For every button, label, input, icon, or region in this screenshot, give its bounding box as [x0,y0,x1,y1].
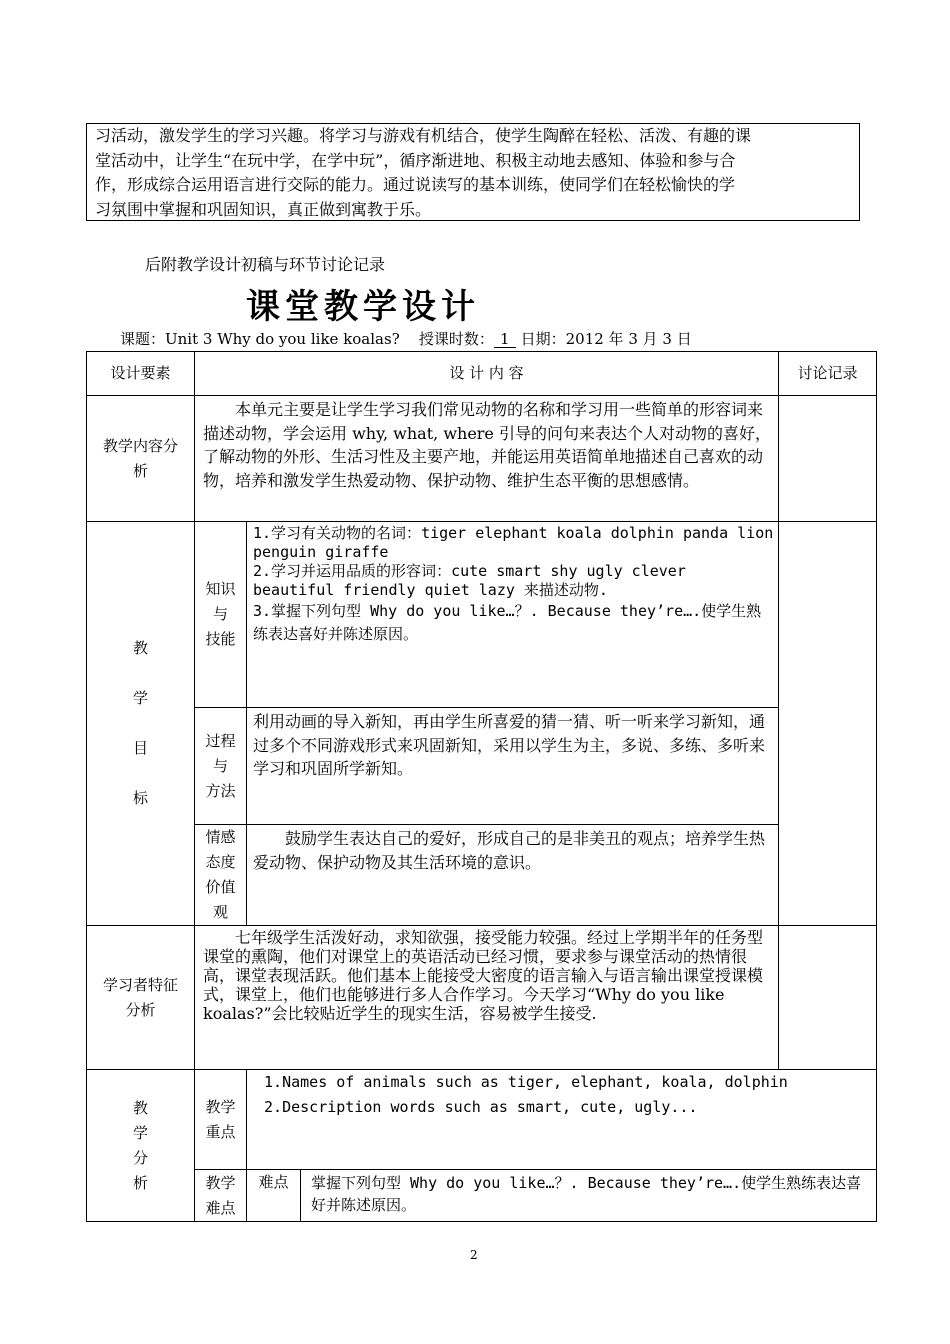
key-point-item: 1.Names of animals such as tiger, elephant, koala, dolphin [264,1073,788,1091]
header-content: 设 计 内 容 [195,352,779,396]
page-number: 2 [470,1248,478,1262]
difficult-points-content: 掌握下列句型 Why do you like…？. Because they’re….使学生熟练表达喜好并陈述原因。 [301,1170,877,1222]
notes-cell [779,522,877,926]
lesson-date: 日期：2012 年 3 月 3 日 [520,330,692,348]
appendix-note: 后附教学设计初稿与环节讨论记录 [145,255,386,274]
content-analysis-text: 本单元主要是让学生学习我们常见动物的名称和学习用一些简单的形容词来描述动物，学会运用 why, what, where 引导的问句来表达个人对动物的喜好，了解动物的外形、生活习性及主要产地，并能运用英语简单地描述自己喜欢的动物，培养和激发学生热爱动物、保护动物、维护生态平衡的思想感情。 [195,396,779,522]
learner-analysis-text: 七年级学生活泼好动，求知欲强，接受能力较强。经过上学期半年的任务型课堂的熏陶，他们对课堂上的英语活动已经习惯，要求参与课堂活动的热情很高，课堂表现活跃。他们基本上能接受大密度的语言输入与语言输出课堂授课模式，课堂上，他们也能够进行多人合作学习。今天学习“Why do you like koalas?”会比较贴近学生的现实生活，容易被学生接受. [195,926,779,1070]
knowledge-label: 知识 与 技能 [195,522,247,708]
process-label: 过程 与 方法 [195,708,247,825]
emotion-content: 鼓励学生表达自己的爱好，形成自己的是非美丑的观点；培养学生热爱动物、保护动物及其生活环境的意识。 [247,825,779,926]
difficult-sub-label: 难点 [247,1170,301,1222]
knowledge-item: 2.学习并运用品质的形容词：cute smart shy ugly clever beautiful friendly quiet lazy 来描述动物. [253,562,686,599]
page-title: 课堂教学设计 [246,287,480,327]
lesson-topic: 课题：Unit 3 Why do you like koalas? [120,330,400,348]
knowledge-content [247,522,779,708]
header-notes: 讨论记录 [779,352,877,396]
design-table [86,351,877,1222]
content-analysis-label: 教学内容分析 [87,396,195,522]
notes-cell [779,396,877,522]
key-points-label: 教学 重点 [195,1070,247,1170]
teaching-analysis-label: 教 学 分 析 [87,1070,195,1222]
intro-line: 作，形成综合运用语言进行交际的能力。通过说读写的基本训练，使同学们在轻松愉快的学 [95,175,736,194]
intro-line: 堂活动中，让学生“在玩中学，在学中玩”，循序渐进地、积极主动地去感知、体验和参与合 [95,150,736,170]
learner-analysis-label: 学习者特征 分析 [87,926,195,1070]
intro-line: 习氛围中掌握和巩固知识，真正做到寓教于乐。 [95,199,432,219]
hours-value: 1 [494,332,516,348]
difficult-points-label: 教学 难点 [195,1170,247,1222]
knowledge-item: 1.学习有关动物的名词：tiger elephant koala dolphin panda lion penguin giraffe [253,524,774,561]
intro-text-box [86,123,860,221]
lesson-meta [120,328,692,349]
intro-line: 习活动，激发学生的学习兴趣。将学习与游戏有机结合，使学生陶醉在轻松、活泼、有趣的课 [95,126,752,145]
key-point-item: 2.Description words such as smart, cute, ugly... [264,1098,698,1116]
knowledge-item: 3.掌握下列句型 Why do you like…？. Because they’re….使学生熟练表达喜好并陈述原因。 [253,602,762,643]
teaching-goals-label: 教 学 目 标 [87,522,195,926]
notes-cell [779,926,877,1070]
hours-label: 授课时数： [418,330,494,348]
key-points-content [247,1070,877,1170]
emotion-label: 情感 态度 价值 观 [195,825,247,926]
process-content: 利用动画的导入新知，再由学生所喜爱的猜一猜、听一听来学习新知，通过多个不同游戏形式来巩固新知，采用以学生为主，多说、多练、多听来学习和巩固所学新知。 [247,708,779,825]
header-elements: 设计要素 [87,352,195,396]
